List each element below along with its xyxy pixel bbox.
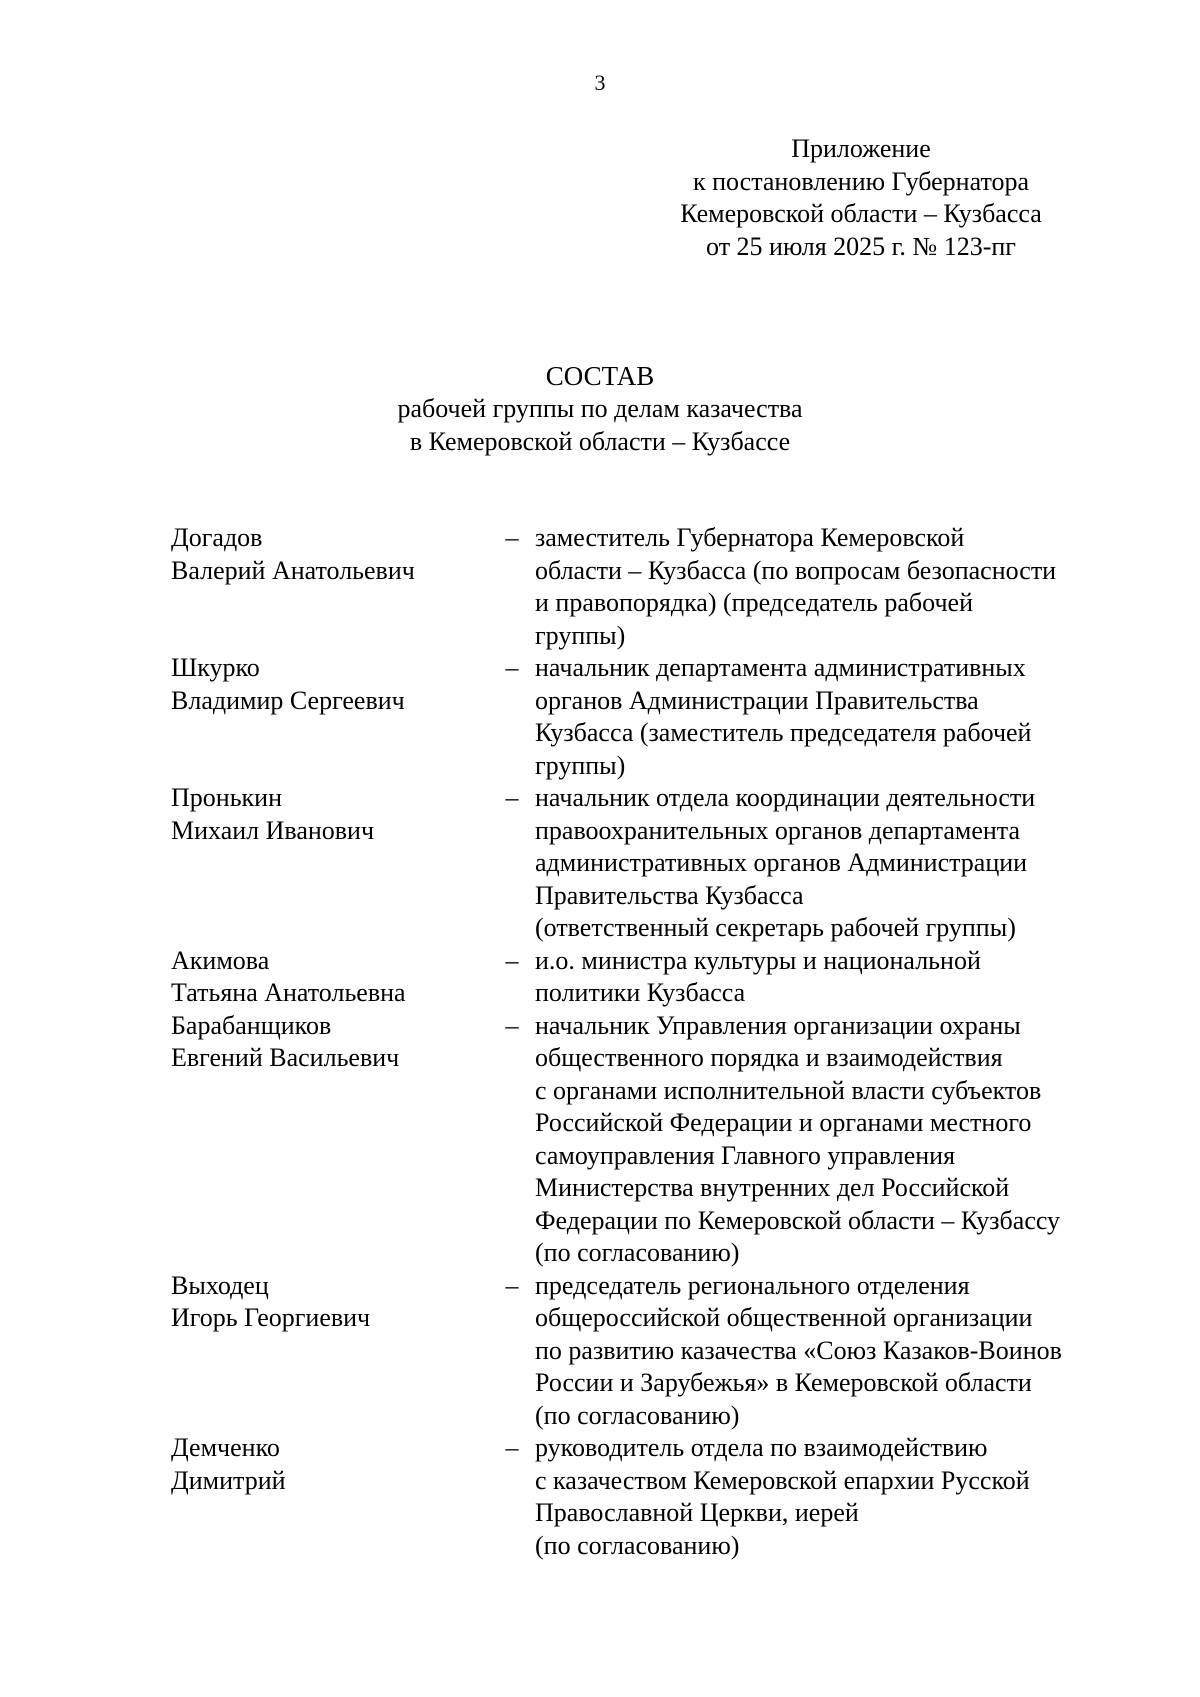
- position-line: Министерства внутренних дел Российской: [535, 1173, 1010, 1202]
- appendix-line: к постановлению Губернатора: [692, 166, 1030, 196]
- position-line: области – Кузбасса (по вопросам безопасности: [535, 555, 1057, 585]
- members-list: [171, 522, 1131, 1562]
- position-line: начальник отдела координации деятельности: [535, 783, 1036, 812]
- position-line: по развитию казачества «Союз Казаков-Воинов: [535, 1335, 1062, 1365]
- position-line: руководитель отдела по взаимодействию: [535, 1433, 988, 1462]
- position-line: с казачеством Кемеровской епархии Русской: [535, 1465, 1030, 1495]
- member-surname: Выходец: [171, 1270, 269, 1300]
- member-entry: [171, 945, 1131, 1010]
- member-name: [171, 1270, 501, 1335]
- position-line: Федерации по Кемеровской области – Кузбассу: [535, 1205, 1061, 1235]
- member-name: [171, 782, 501, 847]
- position-line: (ответственный секретарь рабочей группы): [535, 913, 1016, 942]
- position-line: председатель регионального отделения: [535, 1270, 970, 1300]
- member-entry: [171, 522, 1131, 652]
- separator-dash: –: [505, 783, 519, 812]
- position-line: начальник Управления организации охраны: [535, 1010, 1021, 1040]
- separator-dash: –: [505, 1010, 519, 1040]
- position-line: начальник департамента административных: [535, 653, 1026, 682]
- member-position: [523, 945, 1135, 1010]
- position-line: и.о. министра культуры и национальной: [535, 945, 981, 975]
- title-subtitle: рабочей группы по делам казачества: [397, 394, 803, 423]
- appendix-line: Приложение: [791, 134, 931, 163]
- appendix-line: Кемеровской области – Кузбасса: [680, 199, 1042, 228]
- position-line: России и Зарубежья» в Кемеровской области: [535, 1368, 1032, 1397]
- member-name: [171, 522, 501, 587]
- member-surname: Барабанщиков: [171, 1010, 332, 1040]
- member-position: [523, 1432, 1135, 1562]
- member-entry: [171, 1432, 1131, 1562]
- member-position: [523, 1270, 1135, 1433]
- position-line: группы): [535, 750, 626, 780]
- member-entry: [171, 1010, 1131, 1270]
- member-surname: Шкурко: [171, 653, 260, 682]
- position-line: Православной Церкви, иерей: [535, 1498, 859, 1527]
- member-given-names: Михаил Иванович: [171, 815, 375, 845]
- separator-dash: –: [505, 653, 519, 682]
- member-given-names: Владимир Сергеевич: [171, 685, 405, 715]
- position-line: (по согласованию): [535, 1238, 740, 1267]
- appendix-line: от 25 июля 2025 г. № 123-пг: [706, 231, 1016, 261]
- position-line: заместитель Губернатора Кемеровской: [535, 523, 965, 552]
- position-line: Российской Федерации и органами местного: [535, 1108, 1032, 1137]
- separator-dash: –: [505, 523, 519, 552]
- position-line: Правительства Кузбасса: [535, 880, 804, 910]
- member-position: [523, 782, 1135, 945]
- page-number: 3: [594, 70, 606, 95]
- position-line: и правопорядка) (председатель рабочей: [535, 588, 974, 617]
- member-given-names: Татьяна Анатольевна: [171, 978, 406, 1007]
- position-line: общероссийской общественной организации: [535, 1303, 1033, 1332]
- position-line: самоуправления Главного управления: [535, 1140, 956, 1170]
- member-entry: [171, 1270, 1131, 1433]
- member-name: [171, 1432, 501, 1497]
- position-line: правоохранительных органов департамента: [535, 815, 1021, 845]
- position-line: административных органов Администрации: [535, 848, 1028, 877]
- appendix-header: [620, 133, 1102, 263]
- separator-dash: –: [505, 945, 519, 975]
- member-position: [523, 1010, 1135, 1270]
- title-subtitle: в Кемеровской области – Кузбассе: [409, 426, 791, 456]
- member-given-names: Валерий Анатольевич: [171, 555, 415, 585]
- member-name: [171, 945, 501, 1010]
- member-position: [523, 652, 1135, 782]
- position-line: органов Администрации Правительства: [535, 685, 979, 715]
- position-line: группы): [535, 620, 626, 650]
- member-surname: Догадов: [171, 523, 263, 552]
- member-surname: Пронькин: [171, 783, 283, 812]
- separator-dash: –: [505, 1270, 519, 1300]
- member-name: [171, 1010, 501, 1075]
- position-line: политики Кузбасса: [535, 978, 746, 1007]
- document-title: [0, 359, 1200, 458]
- member-surname: Демченко: [171, 1433, 280, 1462]
- member-entry: [171, 782, 1131, 945]
- position-line: (по согласованию): [535, 1400, 740, 1430]
- position-line: общественного порядка и взаимодействия: [535, 1043, 1003, 1072]
- member-surname: Акимова: [171, 945, 270, 975]
- member-given-names: Игорь Георгиевич: [171, 1303, 371, 1332]
- title-heading: СОСТАВ: [545, 361, 655, 391]
- member-name: [171, 652, 501, 717]
- member-given-names: Евгений Васильевич: [171, 1043, 400, 1072]
- position-line: с органами исполнительной власти субъектов: [535, 1075, 1042, 1105]
- position-line: Кузбасса (заместитель председателя рабочей: [535, 718, 1032, 747]
- member-position: [523, 522, 1135, 652]
- member-given-names: Димитрий: [171, 1465, 286, 1495]
- position-line: (по согласованию): [535, 1530, 740, 1560]
- separator-dash: –: [505, 1433, 519, 1462]
- member-entry: [171, 652, 1131, 782]
